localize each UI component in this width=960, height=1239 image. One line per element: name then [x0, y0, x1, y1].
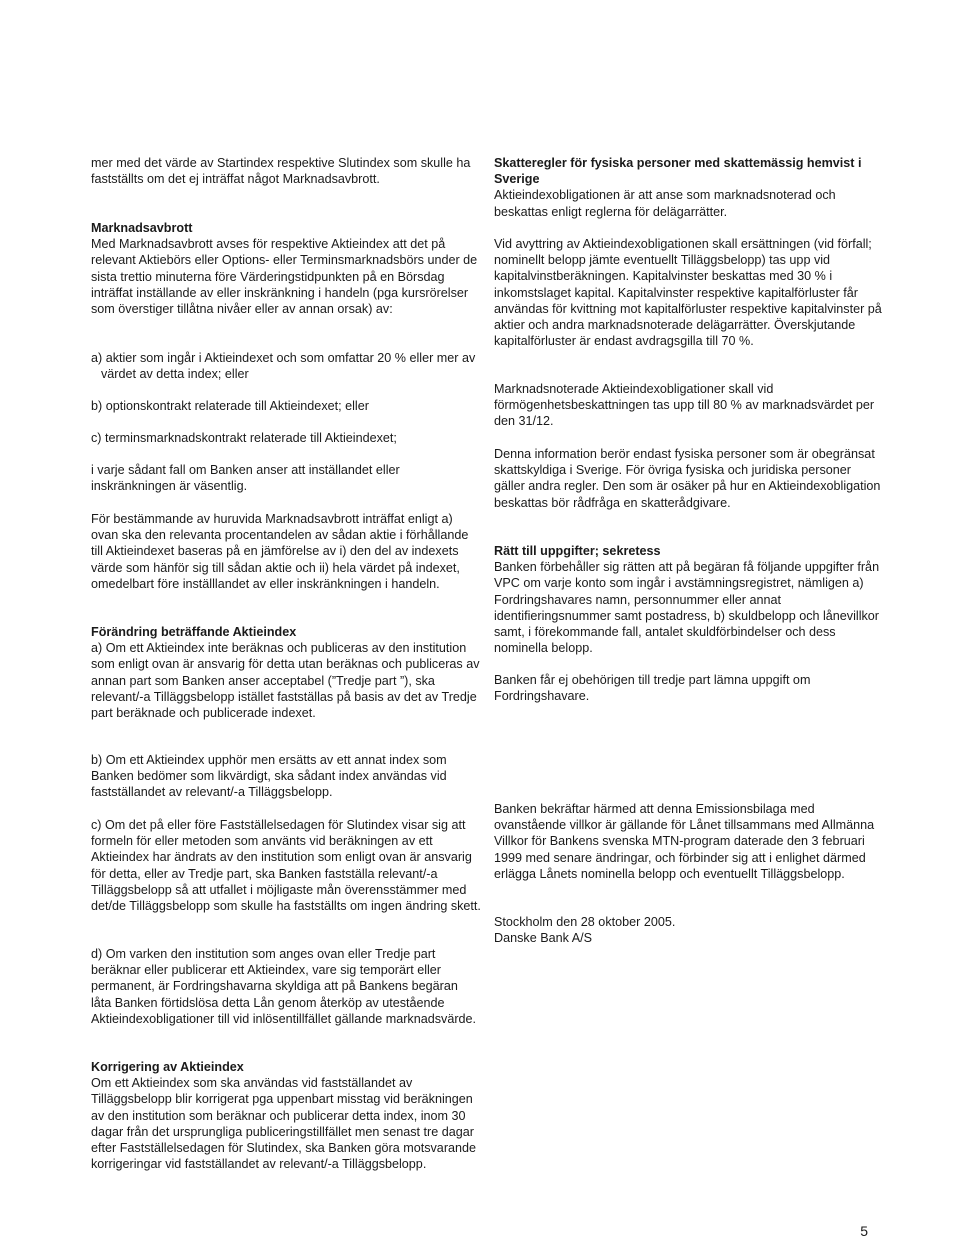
paragraph: c) Om det på eller före Fastställelsedagen för Slutindex visar sig att formeln för eller metoden som använts vid beräkningen av ett Aktieindex har ändrats av den institution som enligt ovan är ansvarig för detta, eller av Tredje part, ska Banken fastställa relevant/-a Tilläggsbelopp så att utfallet i möjligaste mån överensstämmer med det/de Tilläggsbelopp som skulle ha fastställts om ingen ändring skett.: [91, 818, 481, 914]
left-forandring-b-block: [91, 752, 481, 801]
paragraph: Banken får ej obehörigen till tredje part lämna uppgift om Fordringshavare.: [494, 673, 811, 704]
paragraph: d) Om varken den institution som anges ovan eller Tredje part beräknar eller publicerar ett Aktieindex, vare sig temporärt eller permanent, är Fordringshavarna skyldiga att på Bankens begäran låta Banken förtidslösa detta Lån genom återköp av utestående Aktieindexobligationer till vid inlösentillfället gällande marknadsvärde.: [91, 947, 477, 1026]
section-heading: Korrigering av Aktieindex: [91, 1060, 244, 1074]
paragraph: För bestämmande av huruvida Marknadsavbrott inträffat enligt a) ovan ska den relevanta procentandelen av sådan aktie i förhållande till Aktieindexet baseras på en jämförelse av i) den del av indexets värde som hänför sig till sådan aktie och ii) hela värdet på indexet, omedelbart före inställlandet av eller inskränkningen i handeln.: [91, 512, 469, 591]
paragraph: Med Marknadsavbrott avses för respektive Aktieindex att det på relevant Aktiebörs eller Options- eller Terminsmarknadsbörs under de sista trettio minuterna före Värderingstidpunkten på en Börsdag inträffat inställande av eller inskränkning i handeln (pga kursrörelser som överstiger tillåtna nivåer eller av annan orsak) av:: [91, 237, 478, 317]
paragraph: Banken bekräftar härmed att denna Emissionsbilaga med ovanstående villkor är gällande för Lånet tillsammans med Allmänna Villkor för Bankens svenska MTN-program daterade den 3 februari 1999 med senare ändringar, och förbinder sig att i enlighet därmed erlägga Lånets nominella belopp och eventuellt Tilläggsbelopp.: [494, 802, 875, 881]
section-heading: Rätt till uppgifter; sekretess: [494, 544, 661, 558]
right-ratt-2-block: [494, 672, 884, 704]
paragraph: a) Om ett Aktieindex inte beräknas och publiceras av den institution som enligt ovan är ansvarig för detta utan beräknas och publiceras av annan part som Banken anser acceptabel (”Tredje part ”), ska relevant/-a Tilläggsbelopp istället fastställas på basis av det av Tredje part beräknade och publicerade indexet.: [91, 641, 480, 721]
section-heading: Marknadsavbrott: [91, 221, 193, 235]
signatory: Danske Bank A/S: [494, 931, 593, 946]
list-item-b: b) optionskontrakt relaterade till Aktieindexet; eller: [91, 399, 369, 413]
left-forandring-d-block: [91, 946, 481, 1027]
left-intro-block: [91, 155, 481, 187]
paragraph: Aktieindexobligationen är att anse som marknadsnoterad och beskattas enligt reglerna för delägarrätter.: [494, 188, 836, 219]
signature-block: [494, 914, 884, 946]
section-forandring: [91, 624, 481, 721]
left-varje-block: [91, 462, 481, 494]
list-item-c: c) terminsmarknadskontrakt relaterade till Aktieindexet;: [91, 431, 397, 445]
section-ratt: [494, 543, 884, 656]
section-skatteregler: [494, 155, 884, 220]
list-item: [91, 350, 481, 382]
paragraph: i varje sådant fall om Banken anser att inställandet eller inskränkningen är väsentlig.: [91, 463, 400, 494]
section-marknadsavbrott: [91, 220, 481, 317]
right-bekraftar-block: [494, 801, 884, 882]
paragraph: Om ett Aktieindex som ska användas vid fastställandet av Tilläggsbelopp blir korrigerat pga uppenbart misstag vid beräkningen av den institution som beräknar och publicerar detta index, inom 30 dagar från det ursprungliga publiceringstillfället men senast tre dagar efter Fastställelsedagen för Slutindex, ska Banken göra motsvarande korrigeringar vid fastställandet av relevant/-a Tilläggsbelopp.: [91, 1076, 477, 1172]
paragraph: mer med det värde av Startindex respektive Slutindex som skulle ha fastställts om det ej inträffat något Marknadsavbrott.: [91, 156, 471, 187]
section-heading: Förändring beträffande Aktieindex: [91, 625, 297, 639]
section-korrigering: [91, 1059, 481, 1172]
place-date: Stockholm den 28 oktober 2005.: [494, 915, 676, 929]
right-skatt-4-block: [494, 446, 884, 511]
right-skatt-2-block: [494, 236, 884, 349]
section-heading: Skatteregler för fysiska personer med skattemässig hemvist i Sverige: [494, 156, 862, 187]
list-item: [91, 430, 481, 446]
page-number: 5: [860, 1223, 868, 1239]
list-item-a: a) aktier som ingår i Aktieindexet och som omfattar 20 % eller mer av värdet av detta index; eller: [91, 351, 476, 382]
right-skatt-3-block: [494, 381, 884, 430]
left-bestammande-block: [91, 511, 481, 592]
paragraph: Denna information berör endast fysiska personer som är obegränsat skattskyldiga i Sverige. För övriga fysiska och juridiska personer gäller andra regler. Den som är osäker på hur en Aktieindexobligation beskattas bör rådfråga en skatterådgivare.: [494, 447, 881, 510]
paragraph: b) Om ett Aktieindex upphör men ersätts av ett annat index som Banken bedömer som likvärdigt, ska sådant index användas vid fastställandet av relevant/-a Tilläggsbelopp.: [91, 753, 447, 800]
left-forandring-c-block: [91, 817, 481, 914]
paragraph: Marknadsnoterade Aktieindexobligationer skall vid förmögenhetsbeskattningen tas upp till 80 % av marknadsvärdet per den 31/12.: [494, 382, 875, 429]
paragraph: Vid avyttring av Aktieindexobligationen skall ersättningen (vid förfall; nominellt belopp jämte eventuellt Tilläggsbelopp) tas upp vid kapitalvinstberäkningen. Kapitalvinster beskattas med 30 % i inkomstslaget kapital. Kapitalvinster respektive kapitalförluster får användas för kvittning mot kapitalförluster respektive kapitalvinster på aktier och andra marknadsnoterade delägarrätter. Överskjutande kapitalförluster är endast avdragsgilla till 70 %.: [494, 237, 882, 349]
list-item: [91, 398, 481, 414]
paragraph: Banken förbehåller sig rätten att på begäran få följande uppgifter från VPC om varje konto som ingår i avstämningsregistret, nämligen a) Fordringshavares namn, personnummer eller annat identifieringsnummer samt postadress, b) skuldbelopp och lånevillkor samt, i förekommande fall, antalet skuldförbindelser och dess nominella belopp.: [494, 560, 880, 656]
